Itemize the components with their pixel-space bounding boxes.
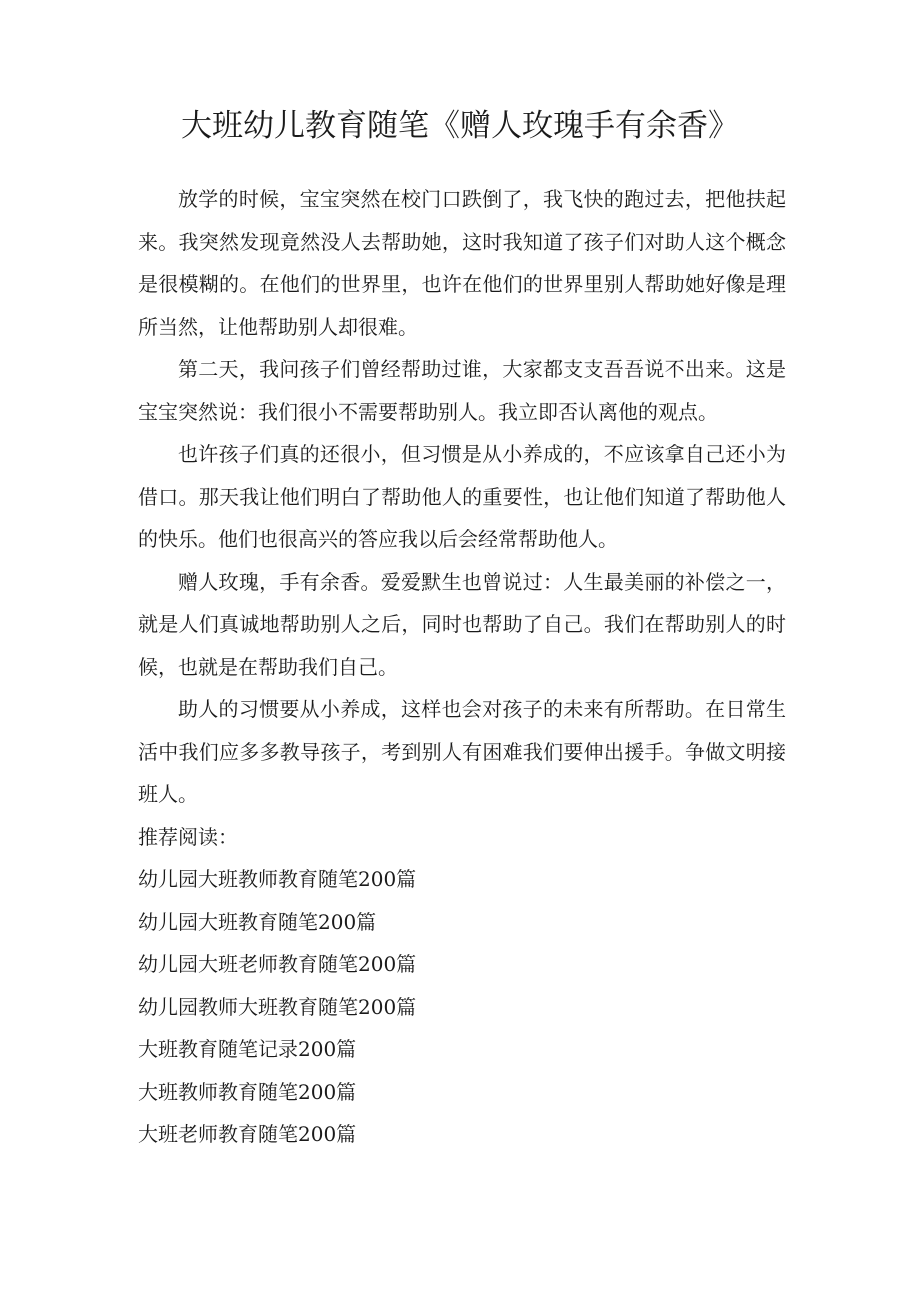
paragraph-1: 放学的时候，宝宝突然在校门口跌倒了，我飞快的跑过去，把他扶起来。我突然发现竟然没人去帮助她，这时我知道了孩子们对助人这个概念是很模糊的。在他们的世界里，也许在他们的世界里别人帮助她好像是理所当然，让他帮助别人却很难。	[138, 187, 786, 339]
paragraph-4: 赠人玫瑰，手有余香。爱爱默生也曾说过：人生最美丽的补偿之一，就是人们真诚地帮助别人之后，同时也帮助了自己。我们在帮助别人的时候，也就是在帮助我们自己。	[138, 569, 786, 679]
paragraph-5: 助人的习惯要从小养成，这样也会对孩子的未来有所帮助。在日常生活中我们应多多教导孩子，考到别人有困难我们要伸出援手。争做文明接班人。	[138, 697, 786, 806]
paragraph-2: 第二天，我问孩子们曾经帮助过谁，大家都支支吾吾说不出来。这是宝宝突然说：我们很小不需要帮助别人。我立即否认离他的观点。	[138, 357, 786, 424]
recommended-reading-list	[138, 858, 786, 1156]
recommended-link[interactable]: 大班教师教育随笔200篇	[138, 1079, 357, 1104]
recommended-reading-label: 推荐阅读：	[138, 824, 238, 849]
recommended-link[interactable]: 大班教育随笔记录200篇	[138, 1037, 357, 1061]
recommended-link[interactable]: 大班老师教育随笔200篇	[138, 1122, 357, 1146]
document-title: 大班幼儿教育随笔《赠人玫瑰手有余香》	[181, 108, 739, 144]
recommended-link[interactable]: 幼儿园大班教师教育随笔200篇	[138, 867, 417, 891]
recommended-link[interactable]: 幼儿园大班教育随笔200篇	[138, 909, 377, 934]
paragraph-3: 也许孩子们真的还很小，但习惯是从小养成的，不应该拿自己还小为借口。那天我让他们明白了帮助他人的重要性，也让他们知道了帮助他人的快乐。他们也很高兴的答应我以后会经常帮助他人。	[138, 442, 786, 551]
recommended-link[interactable]: 幼儿园大班老师教育随笔200篇	[138, 952, 417, 976]
recommended-link[interactable]: 幼儿园教师大班教育随笔200篇	[138, 994, 417, 1019]
document-body	[138, 178, 786, 1156]
